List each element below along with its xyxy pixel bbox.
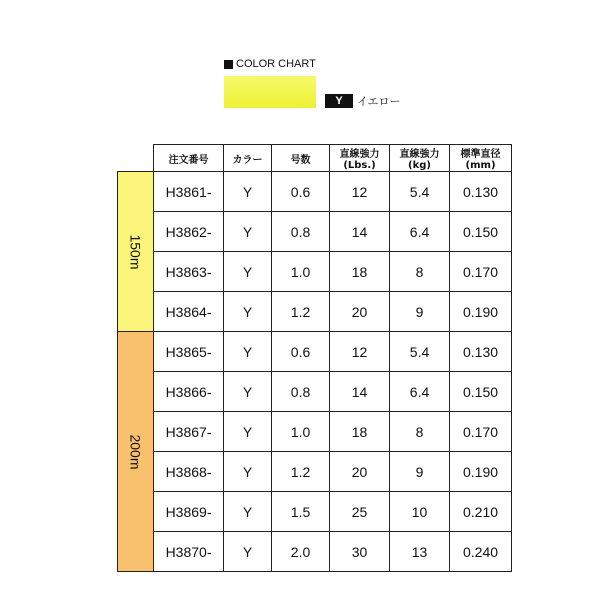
color-cell: Y [224,492,272,532]
square-icon [224,60,233,69]
size-cell: 2.0 [272,532,330,572]
strength-kg-cell: 9 [390,452,450,492]
diameter-cell: 0.240 [450,532,512,572]
strength-lbs-cell: 20 [330,452,390,492]
strength-lbs-cell: 12 [330,332,390,372]
color-swatch [224,76,316,108]
header-color: カラー [224,145,272,172]
strength-lbs-cell: 12 [330,172,390,212]
color-cell: Y [224,452,272,492]
order-number-cell: H3868- [154,452,224,492]
table-body [118,172,512,572]
diameter-cell: 0.210 [450,492,512,532]
table-row [118,332,512,372]
strength-lbs-cell: 20 [330,292,390,332]
order-number-cell: H3864- [154,292,224,332]
legend-color-name: イエロー [357,95,401,108]
order-number-cell: H3865- [154,332,224,372]
header-order-number: 注文番号 [154,145,224,172]
spec-table [117,144,512,572]
header-blank-cell [118,145,154,172]
strength-kg-cell: 5.4 [390,332,450,372]
size-cell: 1.5 [272,492,330,532]
diameter-cell: 0.190 [450,292,512,332]
order-number-cell: H3870- [154,532,224,572]
header-diameter: 標準直径(mm) [450,145,512,172]
strength-kg-cell: 8 [390,252,450,292]
strength-lbs-cell: 14 [330,372,390,412]
diameter-cell: 0.130 [450,172,512,212]
diameter-cell: 0.170 [450,412,512,452]
strength-kg-cell: 10 [390,492,450,532]
size-cell: 0.6 [272,332,330,372]
table-header-row [118,145,512,172]
table-row [118,292,512,332]
color-cell: Y [224,172,272,212]
table-row [118,372,512,412]
length-group-label [118,332,154,572]
color-cell: Y [224,372,272,412]
strength-lbs-cell: 18 [330,252,390,292]
strength-kg-cell: 6.4 [390,372,450,412]
table-row [118,212,512,252]
strength-kg-cell: 6.4 [390,212,450,252]
strength-lbs-cell: 25 [330,492,390,532]
color-cell: Y [224,412,272,452]
diameter-cell: 0.190 [450,452,512,492]
color-cell: Y [224,532,272,572]
order-number-cell: H3869- [154,492,224,532]
color-chart-title [224,58,316,70]
diameter-cell: 0.130 [450,332,512,372]
size-cell: 1.0 [272,252,330,292]
length-group-label [118,172,154,332]
diameter-cell: 0.150 [450,372,512,412]
strength-lbs-cell: 18 [330,412,390,452]
table-row [118,492,512,532]
strength-kg-cell: 5.4 [390,172,450,212]
table-row [118,452,512,492]
strength-kg-cell: 8 [390,412,450,452]
table-row [118,252,512,292]
order-number-cell: H3867- [154,412,224,452]
strength-lbs-cell: 30 [330,532,390,572]
color-cell: Y [224,292,272,332]
diameter-cell: 0.170 [450,252,512,292]
strength-kg-cell: 13 [390,532,450,572]
order-number-cell: H3862- [154,212,224,252]
order-number-cell: H3866- [154,372,224,412]
table-row [118,532,512,572]
legend-color-code: Y [325,94,353,108]
color-cell: Y [224,212,272,252]
order-number-cell: H3863- [154,252,224,292]
diameter-cell: 0.150 [450,212,512,252]
header-strength-lbs: 直線強力(Lbs.) [330,145,390,172]
color-cell: Y [224,332,272,372]
table-row [118,172,512,212]
size-cell: 1.2 [272,452,330,492]
size-cell: 0.8 [272,372,330,412]
size-cell: 0.8 [272,212,330,252]
color-cell: Y [224,252,272,292]
header-size: 号数 [272,145,330,172]
size-cell: 0.6 [272,172,330,212]
table-row [118,412,512,452]
header-strength-kg: 直線強力(kg) [390,145,450,172]
length-group-text: 200m [127,433,144,470]
length-group-text: 150m [127,233,144,270]
color-chart-title-text: COLOR CHART [236,58,316,70]
order-number-cell: H3861- [154,172,224,212]
strength-kg-cell: 9 [390,292,450,332]
size-cell: 1.0 [272,412,330,452]
size-cell: 1.2 [272,292,330,332]
strength-lbs-cell: 14 [330,212,390,252]
